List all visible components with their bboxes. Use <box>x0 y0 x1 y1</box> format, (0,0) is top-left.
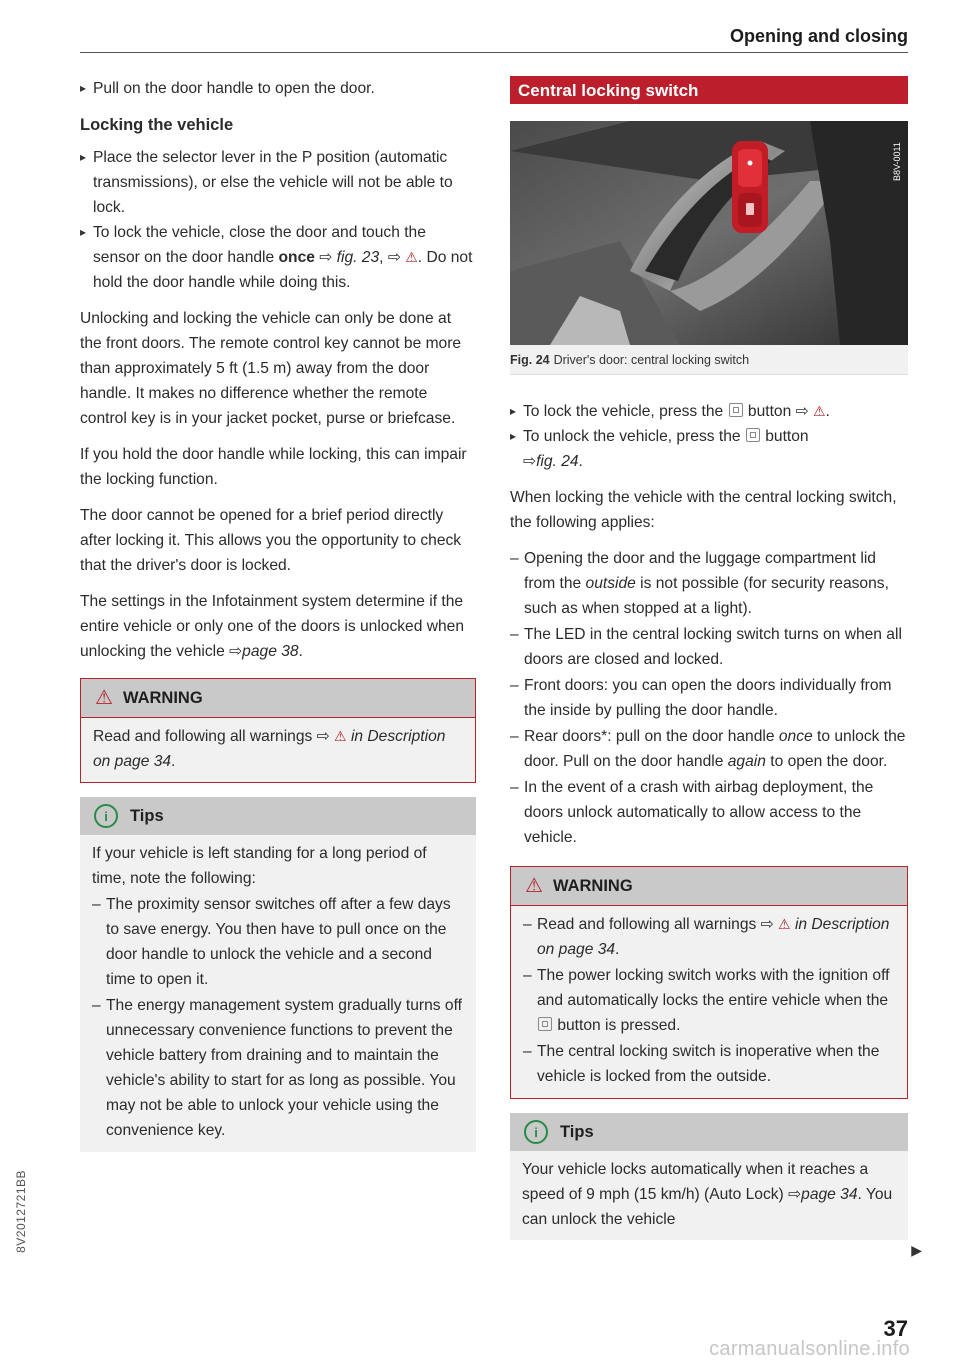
tips-item: – The energy management system gradually turns off unnecessary convenience functions to prevent the vehicle battery from draining and to maintain the vehicle's ability to start for as long as possible. You may not be able to unlock your vehicle using the convenience key. <box>92 993 464 1143</box>
dash-item-crash: – In the event of a crash with airbag deployment, the doors unlock automatically to allow access to the vehicle. <box>510 775 908 850</box>
warning-header <box>81 679 475 718</box>
warning-text: Read and following all warnings ⇨ <box>537 916 779 933</box>
warning-triangle-icon[interactable]: ⚠ <box>334 728 347 744</box>
tips-item: – The proximity sensor switches off after a few days to save energy. You then have to pull once on the door handle to unlock the vehicle and a second time to open it. <box>92 892 464 992</box>
lock-press-text: To lock the vehicle, press the <box>523 403 728 420</box>
info-icon: i <box>524 1120 548 1144</box>
description-link[interactable]: in Description on page 34 <box>537 916 890 958</box>
para-brief-period: The door cannot be opened for a brief period directly after locking it. This allows you the opportunity to check that the driver's door is locked. <box>80 507 462 574</box>
warning-text-end: . <box>615 941 620 958</box>
warning-triangle-icon[interactable]: ⚠ <box>405 249 418 265</box>
figure-code: B8V-0011 <box>892 142 902 181</box>
warning-triangle-icon: ⚠ <box>95 686 113 709</box>
para-central-locking: When locking the vehicle with the central locking switch, the following applies: <box>510 489 897 531</box>
dash-item-front-doors: – Front doors: you can open the doors individually from the inside by pulling the door handle. <box>510 673 908 723</box>
warning-triangle-icon[interactable]: ⚠ <box>812 403 826 419</box>
bullet-lock-sensor <box>80 220 476 295</box>
warning-title: WARNING <box>122 688 203 707</box>
locking-heading: Locking the vehicle <box>80 116 234 134</box>
tips-header <box>80 797 476 835</box>
tips-box-left <box>80 797 476 1152</box>
warning-text: The power locking switch works with the ignition off and automatically locks the entire vehicle when the <box>537 967 890 1009</box>
tips-header <box>510 1113 908 1151</box>
warning-body <box>81 718 475 782</box>
para-hold-handle: If you hold the door handle while locking, this can impair the locking function. <box>80 446 467 488</box>
fig-label: Fig. 24 <box>510 353 550 367</box>
unlock-button-icon <box>746 428 760 442</box>
info-icon: i <box>94 804 118 828</box>
header-rule <box>80 52 908 53</box>
dash-text-end: is not possible (for security reasons, such as when stopped at a light). <box>524 575 889 617</box>
dash-text-end: to open the door. <box>765 753 888 770</box>
unlock-press-text-2: button <box>760 428 809 445</box>
dash-item-outside <box>510 546 908 621</box>
warning-box-right <box>510 866 908 1099</box>
arrow-ref: ⇨ <box>314 249 337 266</box>
warning-title: WARNING <box>552 876 633 895</box>
watermark: carmanualsonline.info <box>709 1338 910 1360</box>
section-title: Opening and closing <box>729 26 908 46</box>
left-column <box>80 76 476 1164</box>
once-emphasis: once <box>278 249 315 266</box>
door-switch-image <box>510 121 908 345</box>
warning-box-left <box>80 678 476 783</box>
central-locking-banner: Central locking switch <box>510 76 908 104</box>
unlock-press-end: . <box>578 453 583 470</box>
bullet-unlock-press <box>510 424 908 474</box>
warning-item <box>523 912 895 962</box>
page-38-link[interactable]: ⇨page 38 <box>229 643 299 660</box>
warning-triangle-icon: ⚠ <box>525 874 543 897</box>
side-code: 8V2012721BB <box>14 1170 28 1253</box>
tips-title: Tips <box>560 1122 594 1141</box>
warning-triangle-icon[interactable]: ⚠ <box>778 916 791 932</box>
infotainment-text: The settings in the Infotainment system determine if the entire vehicle or only one of the doors is unlocked when unlocking the vehicle <box>80 593 465 660</box>
tips-title: Tips <box>130 806 164 825</box>
fig-24-link[interactable]: ⇨fig. 24 <box>523 453 579 470</box>
warning-text-end: . <box>171 753 176 770</box>
page-number: 37 <box>883 1316 908 1341</box>
tips-body <box>80 835 476 1152</box>
unlock-press-text: To unlock the vehicle, press the <box>523 428 745 445</box>
warning-text: Read and following all warnings ⇨ <box>93 728 335 745</box>
tips-body <box>510 1151 908 1240</box>
para-infotainment <box>80 589 476 664</box>
warning-text-end: button is pressed. <box>553 1017 681 1034</box>
bullet-selector-lever: ▸ Place the selector lever in the P position (automatic transmissions), or else the vehicle will not be able to lock. <box>80 145 476 220</box>
lock-sensor-text: To lock the vehicle, close the door and touch the sensor on the door handle <box>93 224 426 266</box>
fig-23-link[interactable]: fig. 23 <box>336 249 380 266</box>
warning-item <box>523 963 895 1038</box>
tips-intro: If your vehicle is left standing for a long period of time, note the following: <box>92 845 427 887</box>
tips-box-right <box>510 1113 908 1240</box>
lock-button-icon <box>729 403 743 417</box>
once-emphasis: once <box>778 728 813 745</box>
infotainment-end: . <box>298 643 303 660</box>
warning-item: – The central locking switch is inoperative when the vehicle is locked from the outside. <box>523 1039 895 1089</box>
page-34-link[interactable]: ⇨page 34 <box>788 1186 858 1203</box>
bullet-open-door: ▸ Pull on the door handle to open the door. <box>80 76 476 101</box>
warning-body <box>511 906 907 1098</box>
again-emphasis: again <box>727 753 766 770</box>
dash-text: Opening the door and the luggage compartment lid from the <box>524 550 876 592</box>
dash-item-led: – The LED in the central locking switch turns on when all doors are closed and locked. <box>510 622 908 672</box>
arrow-ref-2: , ⇨ <box>379 249 406 266</box>
fig-caption-text: Driver's door: central locking switch <box>553 353 750 367</box>
tips-text-end: . You can unlock the vehicle <box>522 1186 893 1228</box>
dash-item-rear-doors <box>510 724 908 774</box>
lock-button-icon <box>538 1017 552 1031</box>
lock-press-end: . <box>825 403 830 420</box>
lock-sensor-text-end: . Do not hold the door handle while doing this. <box>93 249 473 291</box>
outside-emphasis: outside <box>585 575 636 592</box>
lock-press-text-2: button ⇨ <box>743 403 813 420</box>
figure-caption <box>510 345 908 374</box>
dash-text: to unlock the door. Pull on the door handle <box>524 728 906 770</box>
continue-arrow-icon: ▶ <box>911 1242 922 1258</box>
dash-text: Rear doors*: pull on the door handle <box>524 728 779 745</box>
bullet-lock-press <box>510 399 908 424</box>
right-column <box>510 76 908 1252</box>
para-front-doors: Unlocking and locking the vehicle can only be done at the front doors. The remote control key cannot be more than approximately 5 ft (1.5 m) away from the door handle. It makes no difference whether the remote control key is in your jacket pocket, purse or briefcase. <box>80 310 462 427</box>
description-link[interactable]: in Description on page 34 <box>93 728 446 770</box>
warning-header <box>511 867 907 906</box>
tips-text: Your vehicle locks automatically when it reaches a speed of 9 mph (15 km/h) (Auto Lock) <box>522 1161 869 1203</box>
figure-24 <box>510 121 908 375</box>
